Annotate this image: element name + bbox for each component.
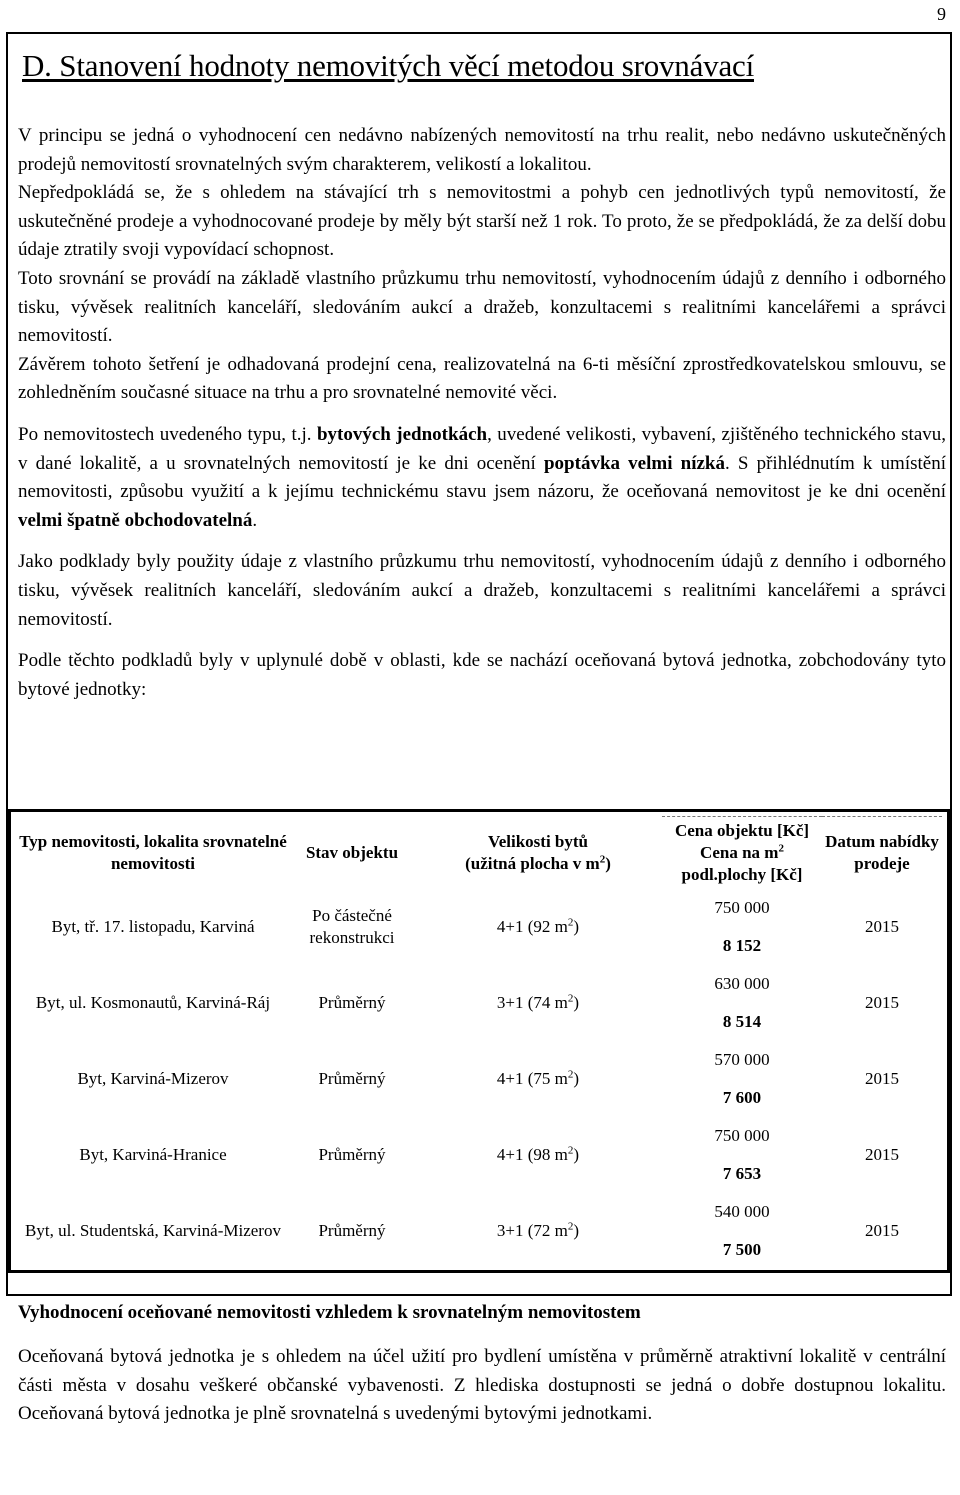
cell-size: 4+1 (98 $m^2$) [496,1144,580,1164]
paragraph-principle: V principu se jedná o vyhodnocení cen nedávno nabízených nemovitostí na trhu realit, nebo nedávno uskutečněných prodejů nemovitostí srovnatelných svým charakterem, velikostí a lokalitou. [18,125,946,175]
price-total: 750 000 [714,898,770,917]
price-total: 540 000 [714,1202,770,1221]
cell-price [662,1117,822,1193]
cell-size: 3+1 (72 $m^2$) [496,1220,580,1240]
price-total: 630 000 [714,974,770,993]
paragraph-sources: Jako podklady byly použity údaje z vlastního průzkumu trhu nemovitostí, vyhodnocením údajů z denního i odborného tisku, vývěsek realitních kanceláří, sledováním aukcí a dražeb, konzultacemi s realitními kancelářemi a správci nemovitostí. [18,551,946,630]
table-row [16,889,942,965]
evaluation-heading: Vyhodnocení oceňované nemovitosti vzhledem k srovnatelným nemovitostem [18,1302,641,1323]
cell-state: Po částečné rekonstrukci [309,906,395,947]
header-type: Typ nemovitosti, lokalita srovnatelné nemovitosti [19,831,287,873]
cell-size: 3+1 (74 $m^2$) [496,992,580,1012]
cell-type: Byt, Karviná-Mizerov [77,1069,229,1088]
paragraph-method: Toto srovnání se provádí na základě vlastního průzkumu trhu nemovitostí, vyhodnocením údajů z denního i odborného tisku, vývěsek realitních kanceláří, sledováním aukcí a dražeb, konzultacemi s realitními kancelářemi a správci nemovitostí. [18,267,946,347]
table-row [16,1041,942,1117]
table-row [16,965,942,1041]
price-per-m2: 7 500 [722,1240,762,1259]
cell-date: 2015 [865,917,899,936]
header-size: Velikosti bytů (užitná plocha v $m^2$) [465,831,611,873]
table-row [16,1193,942,1269]
table-header-row [16,817,942,890]
page-number: 9 [937,4,946,24]
paragraph-conclusion: Závěrem tohoto šetření je odhadovaná prodejní cena, realizovatelná na 6-ti měsíční zprostředkovatelskou smlouvu, se zohledněním současné situace na trhu a pro srovnatelné nemovité věci. [18,353,946,404]
cell-type: Byt, tř. 17. listopadu, Karviná [51,917,255,936]
emphasis-unit-type: bytových jednotkách [316,423,488,445]
paragraph-time-limit: Nepředpokládá se, že s ohledem na stávající trh s nemovitostmi a pohyb cen jednotlivých typů nemovitostí, že uskutečněné prodeje a vyhodnocované prodeje by měly být starší než 1 rok. To proto, že se předpokládá, že za delší dobu údaje ztratily svoji vypovídací schopnost. [18,182,946,261]
comparison-table-frame [8,809,950,1273]
cell-size: 4+1 (92 $m^2$) [496,916,580,936]
price-total: 750 000 [714,1126,770,1145]
cell-price [662,1193,822,1269]
price-per-m2: 8 514 [722,1012,762,1031]
comparison-table [16,816,942,1269]
cell-price [662,1041,822,1117]
price-per-m2: 7 600 [722,1088,762,1107]
emphasis-tradeability: velmi špatně obchodovatelná [18,509,253,531]
cell-type: Byt, ul. Kosmonautů, Karviná-Ráj [35,993,271,1012]
cell-state: Průměrný [318,1221,386,1240]
price-per-m2: 8 152 [722,936,762,955]
cell-date: 2015 [865,1069,899,1088]
cell-price [662,889,822,965]
cell-type: Byt, Karviná-Hranice [79,1145,227,1164]
emphasis-demand: poptávka velmi nízká [543,452,725,474]
cell-state: Průměrný [318,993,386,1012]
table-row [16,1117,942,1193]
header-date: Datum nabídky prodeje [822,817,942,890]
cell-date: 2015 [865,1145,899,1164]
header-price: Cena objektu [Kč] Cena na $m^2$ podl.plochy [Kč] [662,817,822,890]
cell-state: Průměrný [318,1145,386,1164]
cell-size: 4+1 (75 $m^2$) [496,1068,580,1088]
cell-type: Byt, ul. Studentská, Karviná-Mizerov [25,1221,281,1240]
section-body [18,122,946,704]
cell-date: 2015 [865,993,899,1012]
cell-price [662,965,822,1041]
header-state: Stav objektu [305,842,399,862]
paragraph-demand: Po nemovitostech uvedeného typu, t.j. bytových jednotkách, uvedené velikosti, vybavení, zjištěného technického stavu, v dané lokalitě, a u srovnatelných nemovitostí je ke dni ocenění poptávka velmi nízká. S přihlédnutím k umístění nemovitosti, způsobu využití a k jejímu technickému stavu jsem názoru, že oceňovaná nemovitost je ke dni ocenění velmi špatně obchodovatelná. [18,423,947,531]
paragraph-table-intro: Podle těchto podkladů byly v uplynulé době v oblasti, kde se nachází oceňovaná bytová jednotka, zobchodovány tyto bytové jednotky: [18,650,946,700]
cell-date: 2015 [865,1221,899,1240]
cell-state: Průměrný [318,1069,386,1088]
evaluation-text: Oceňovaná bytová jednotka je s ohledem na účel užití pro bydlení umístěna v průměrně atraktivní lokalitě v centrální části města v dosahu veškeré občanské vybavenosti. Z hlediska dostupnosti se jedná o dobře dostupnou lokalitu. Oceňovaná bytová jednotka je plně srovnatelná s uvedenými bytovými jednotkami. [18,1346,946,1425]
section-title: D. Stanovení hodnoty nemovitých věcí metodou srovnávací [22,48,754,83]
price-per-m2: 7 653 [722,1164,762,1183]
price-total: 570 000 [714,1050,770,1069]
